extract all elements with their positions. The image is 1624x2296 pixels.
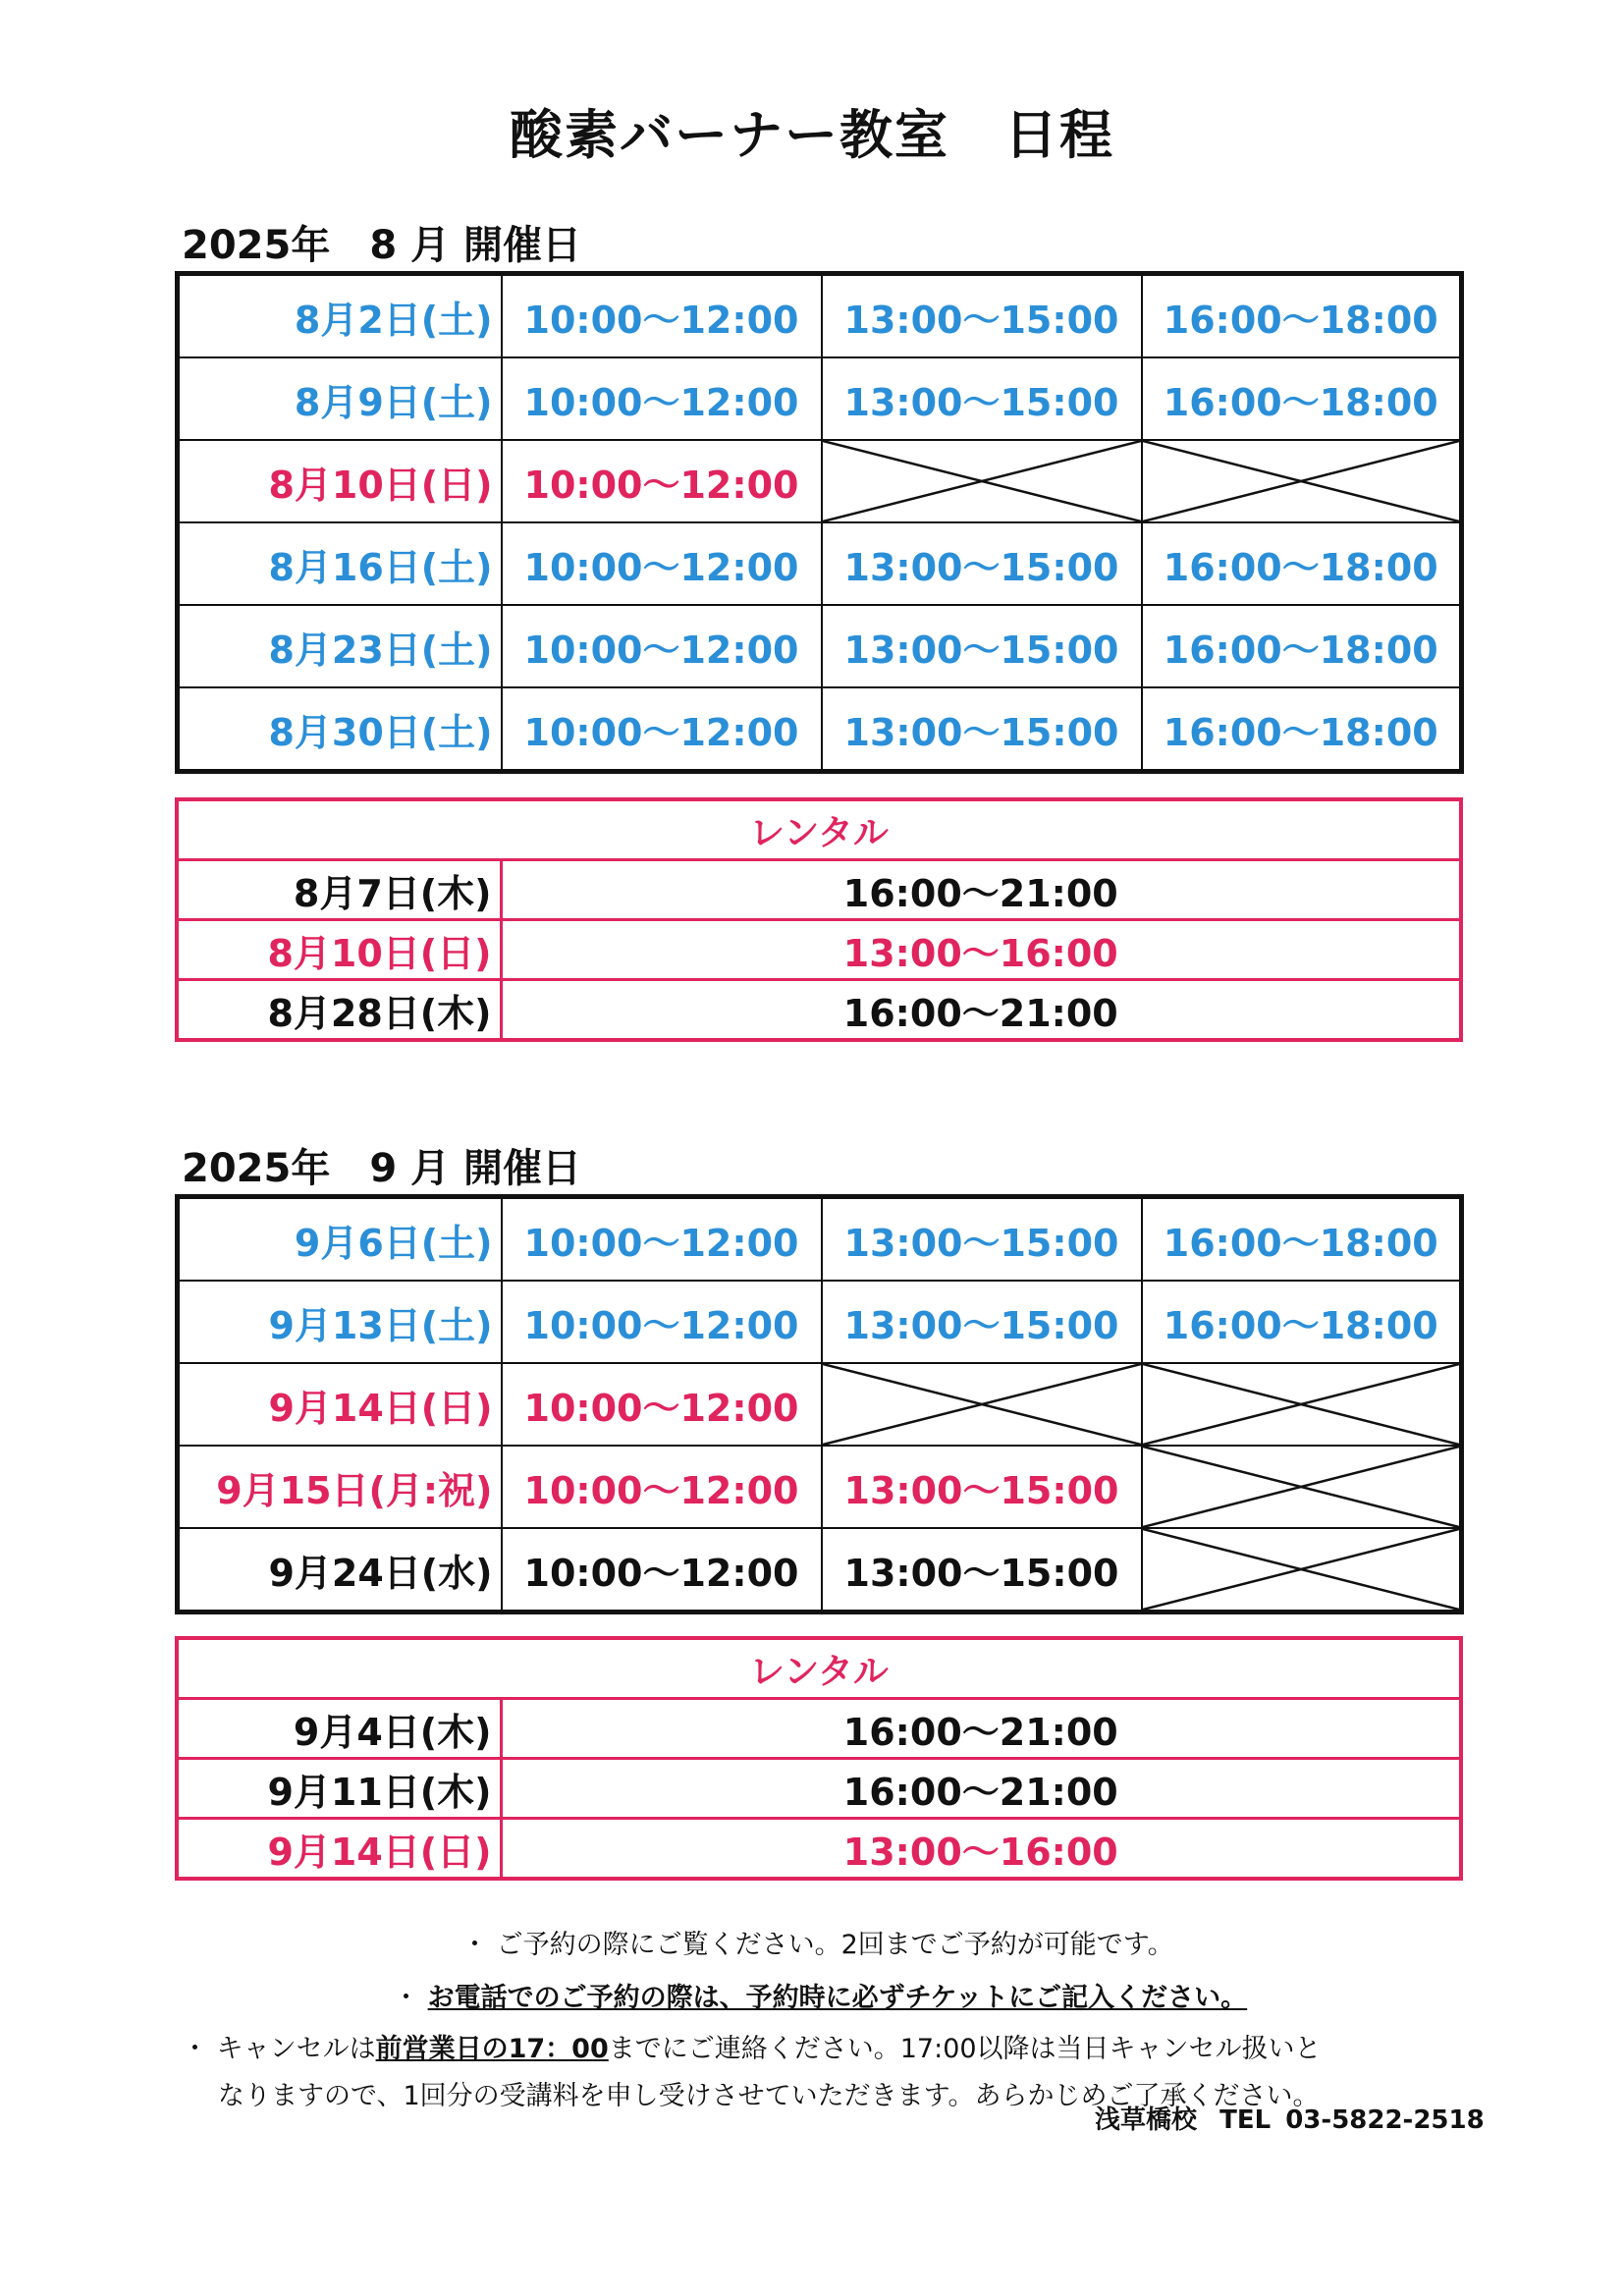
unavailable-slot <box>822 440 1142 522</box>
rental-time: 13:00～16:00 <box>501 1819 1461 1880</box>
september-heading: 2025年 9 月 開催日 <box>182 1146 582 1191</box>
time-slot: 10:00～12:00 <box>502 605 822 687</box>
rental-row <box>177 1699 1461 1759</box>
time-slot: 10:00～12:00 <box>502 1281 822 1363</box>
note-reservation: ・ ご予約の際にご覧ください。2回までご予約が可能です。 <box>461 1930 1174 1960</box>
rental-date: 9月4日(木) <box>177 1699 501 1759</box>
unavailable-slot <box>1142 440 1462 522</box>
rental-time: 16:00～21:00 <box>501 1699 1461 1759</box>
time-slot: 13:00～15:00 <box>822 522 1142 605</box>
unavailable-slot <box>822 1363 1142 1446</box>
tel-label: TEL <box>1219 2105 1272 2135</box>
time-slot: 13:00～15:00 <box>822 1446 1142 1528</box>
schedule-date: 8月10日(日) <box>178 440 502 522</box>
schedule-row <box>178 357 1462 440</box>
time-slot: 10:00～12:00 <box>502 357 822 440</box>
time-slot: 16:00～18:00 <box>1142 274 1462 358</box>
rental-date: 8月10日(日) <box>177 920 501 980</box>
time-slot: 10:00～12:00 <box>502 1446 822 1528</box>
rental-row <box>177 860 1461 920</box>
rental-row <box>177 1759 1461 1819</box>
august-heading: 2025年 8 月 開催日 <box>182 223 582 268</box>
time-slot: 13:00～15:00 <box>822 1528 1142 1613</box>
schedule-date: 9月24日(水) <box>178 1528 502 1613</box>
rental-row <box>177 1819 1461 1880</box>
rental-row <box>177 920 1461 980</box>
time-slot: 10:00～12:00 <box>502 522 822 605</box>
school-name: 浅草橋校 <box>1095 2105 1198 2135</box>
time-slot: 13:00～15:00 <box>822 274 1142 358</box>
note-cancel-deadline: 前営業日の17：00 <box>375 2034 609 2064</box>
schedule-row <box>178 274 1462 358</box>
time-slot: 16:00～18:00 <box>1142 1197 1462 1282</box>
rental-time: 16:00～21:00 <box>501 860 1461 920</box>
schedule-date: 9月14日(日) <box>178 1363 502 1446</box>
september-schedule-table <box>175 1194 1464 1614</box>
time-slot: 10:00～12:00 <box>502 1363 822 1446</box>
schedule-date: 8月23日(土) <box>178 605 502 687</box>
rental-date: 9月14日(日) <box>177 1819 501 1880</box>
rental-date: 8月28日(木) <box>177 980 501 1041</box>
schedule-date: 8月2日(土) <box>178 274 502 358</box>
note-phone-reservation <box>393 1976 1247 2014</box>
unavailable-slot <box>1142 1446 1462 1528</box>
time-slot: 13:00～15:00 <box>822 357 1142 440</box>
note-phone-prefix: ・ <box>393 1983 428 2013</box>
tel-number: 03-5822-2518 <box>1285 2105 1485 2135</box>
schedule-row <box>178 687 1462 772</box>
unavailable-slot <box>1142 1528 1462 1613</box>
time-slot: 16:00～18:00 <box>1142 1281 1462 1363</box>
rental-header: レンタル <box>177 799 1461 860</box>
schedule-date: 8月16日(土) <box>178 522 502 605</box>
time-slot: 13:00～15:00 <box>822 687 1142 772</box>
schedule-date: 9月15日(月:祝) <box>178 1446 502 1528</box>
time-slot: 13:00～15:00 <box>822 1197 1142 1282</box>
rental-header: レンタル <box>177 1638 1461 1699</box>
time-slot: 16:00～18:00 <box>1142 687 1462 772</box>
time-slot: 10:00～12:00 <box>502 1528 822 1613</box>
time-slot: 10:00～12:00 <box>502 1197 822 1282</box>
time-slot: 16:00～18:00 <box>1142 357 1462 440</box>
rental-header-row <box>177 799 1461 860</box>
note-cancel-fee: なりますので、1回分の受講料を申し受けさせていただきます。あらかじめご了承ください。 <box>218 2081 1320 2111</box>
note-cancel-prefix: ・ キャンセルは <box>182 2034 376 2064</box>
time-slot: 16:00～18:00 <box>1142 522 1462 605</box>
time-slot: 13:00～15:00 <box>822 1281 1142 1363</box>
time-slot: 10:00～12:00 <box>502 440 822 522</box>
september-rental-table <box>175 1636 1463 1881</box>
schedule-date: 9月13日(土) <box>178 1281 502 1363</box>
august-rental-table <box>175 797 1463 1042</box>
unavailable-slot <box>1142 1363 1462 1446</box>
schedule-row <box>178 1363 1462 1446</box>
note-cancel-suffix: までにご連絡ください。17:00以降は当日キャンセル扱いと <box>608 2034 1322 2064</box>
time-slot: 10:00～12:00 <box>502 687 822 772</box>
rental-time: 16:00～21:00 <box>501 980 1461 1041</box>
schedule-row <box>178 1528 1462 1613</box>
schedule-row <box>178 1197 1462 1282</box>
rental-header-row <box>177 1638 1461 1699</box>
august-schedule-table <box>175 271 1464 774</box>
schedule-date: 9月6日(土) <box>178 1197 502 1282</box>
page-title: 酸素バーナー教室 日程 <box>510 104 1114 166</box>
time-slot: 10:00～12:00 <box>502 274 822 358</box>
rental-time: 16:00～21:00 <box>501 1759 1461 1819</box>
schedule-row <box>178 522 1462 605</box>
schedule-row <box>178 1281 1462 1363</box>
schedule-date: 8月9日(土) <box>178 357 502 440</box>
schedule-row <box>178 440 1462 522</box>
schedule-row <box>178 605 1462 687</box>
time-slot: 13:00～15:00 <box>822 605 1142 687</box>
rental-time: 13:00～16:00 <box>501 920 1461 980</box>
rental-date: 9月11日(木) <box>177 1759 501 1819</box>
schedule-row <box>178 1446 1462 1528</box>
note-cancel <box>182 2027 1322 2065</box>
time-slot: 16:00～18:00 <box>1142 605 1462 687</box>
rental-row <box>177 980 1461 1041</box>
note-phone-text: お電話でのご予約の際は、予約時に必ずチケットにご記入ください。 <box>427 1983 1248 2013</box>
footer-contact <box>1095 2100 1485 2136</box>
rental-date: 8月7日(木) <box>177 860 501 920</box>
schedule-date: 8月30日(土) <box>178 687 502 772</box>
